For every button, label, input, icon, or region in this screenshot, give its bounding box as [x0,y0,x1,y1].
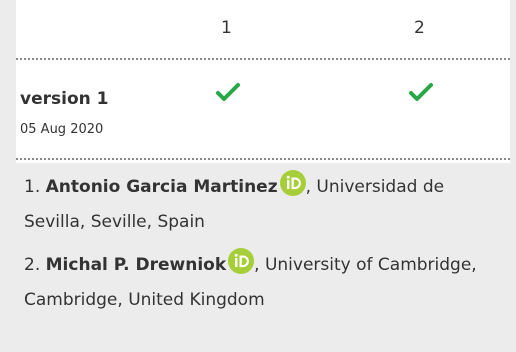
orcid-icon[interactable] [280,170,306,196]
divider [16,58,510,60]
author-name: Antonio Garcia Martinez [45,177,278,197]
reviewer-column-2: 2 [414,18,425,38]
review-status-table [16,0,510,163]
author-name: Michal P. Drewniok [45,255,227,275]
orcid-icon[interactable] [228,248,254,274]
author-list [24,170,510,326]
reviewer-column-1: 1 [221,18,232,38]
divider [16,158,510,160]
author-affiliation: , Universidad de Sevilla, Seville, Spain [24,177,445,232]
author-number: 1. [24,177,41,197]
version-date: 05 Aug 2020 [20,122,104,137]
author-number: 2. [24,255,41,275]
author-item [24,170,510,240]
author-affiliation: , University of Cambridge, Cambridge, United Kingdom [24,255,477,310]
approved-check-icon[interactable] [216,82,240,102]
author-item [24,248,510,318]
approved-check-icon[interactable] [409,82,433,102]
version-label[interactable]: version 1 [20,89,109,109]
